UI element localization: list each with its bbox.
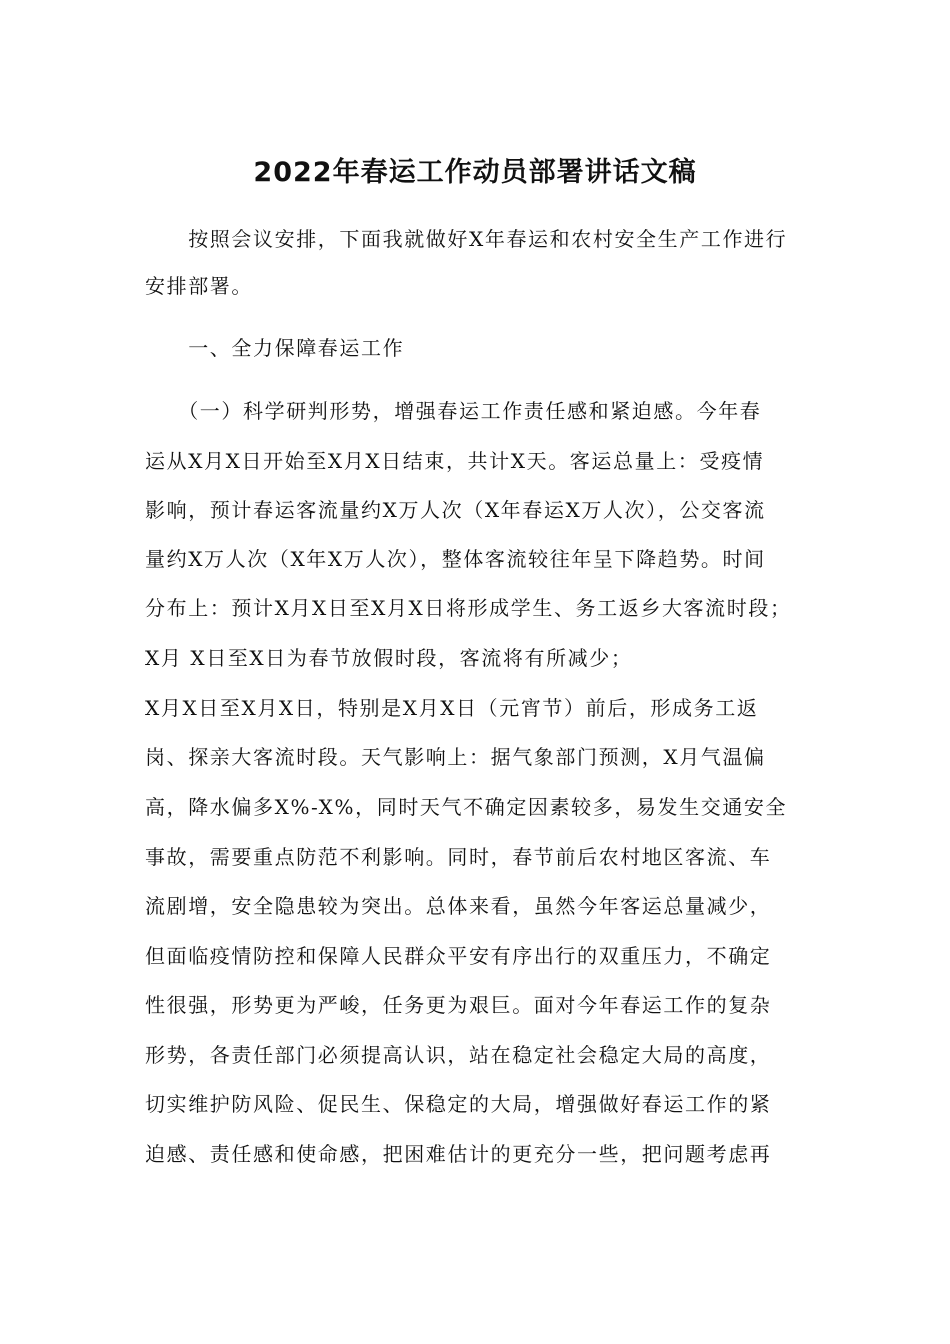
document-title: 2022年春运工作动员部署讲话文稿 xyxy=(253,157,697,188)
text-line: 迫感、责任感和使命感，把困难估计的更充分一些，把问题考虑再 xyxy=(145,1142,772,1166)
section-heading: 一、全力保障春运工作 xyxy=(145,336,405,360)
text-line: 流剧增，安全隐患较为突出。总体来看，虽然今年客运总量减少， xyxy=(145,894,772,918)
text-line: 性很强，形势更为严峻，任务更为艰巨。面对今年春运工作的复杂 xyxy=(145,993,772,1017)
text-line: 事故，需要重点防范不利影响。同时，春节前后农村地区客流、车 xyxy=(145,845,772,869)
text-line: 但面临疫情防控和保障人民群众平安有序出行的双重压力，不确定 xyxy=(145,944,772,968)
text-line: 岗、探亲大客流时段。天气影响上：据气象部门预测，X月气温偏 xyxy=(145,745,766,769)
text-line: 切实维护防风险、促民生、保稳定的大局，增强做好春运工作的紧 xyxy=(145,1092,772,1116)
text-line: 形势，各责任部门必须提高认识，站在稳定社会稳定大局的高度， xyxy=(145,1043,772,1067)
text-line: 影响，预计春运客流量约X万人次（X年春运X万人次），公交客流 xyxy=(145,498,766,522)
text-line: 分布上：预计X月X日至X月X日将形成学生、务工返乡大客流时段； xyxy=(145,596,792,620)
text-line: X月 X日至X日为春节放假时段，客流将有所减少； xyxy=(145,646,633,670)
text-line: （一）科学研判形势，增强春运工作责任感和紧迫感。今年春 xyxy=(145,399,762,423)
text-line: X月X日至X月X日，特别是X月X日（元宵节）前后，形成务工返 xyxy=(145,696,759,720)
text-line: 高，降水偏多X%-X%，同时天气不确定因素较多，易发生交通安全 xyxy=(145,795,788,819)
text-line: 运从X月X日开始至X月X日结束，共计X天。客运总量上：受疫情 xyxy=(145,449,765,473)
text-line: 按照会议安排，下面我就做好X年春运和农村安全生产工作进行 xyxy=(145,227,788,251)
text-line: 量约X万人次（X年X万人次），整体客流较往年呈下降趋势。时间 xyxy=(145,547,766,571)
text-line: 安排部署。 xyxy=(145,274,253,298)
